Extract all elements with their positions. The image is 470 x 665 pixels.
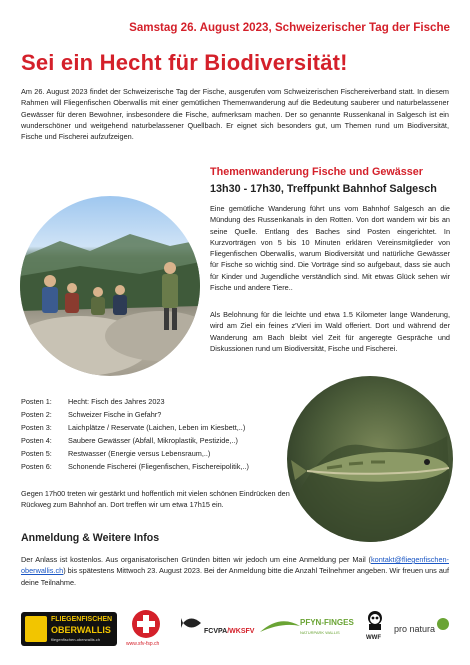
- contact-email-link[interactable]: kontakt@fliegenfischen-oberwallis.ch: [21, 555, 449, 576]
- pro-natura-mark-icon: [437, 618, 449, 630]
- posten-label: Posten 5:: [21, 449, 52, 459]
- posten-text: Hecht: Fisch des Jahres 2023: [68, 397, 165, 406]
- logo-text: /WKSFV: [227, 628, 255, 635]
- posten-text: Schonende Fischerei (Fliegenfischen, Fischereipolitik,..): [68, 462, 249, 472]
- posten-list: [21, 395, 249, 474]
- pro-natura-logo: pro natura: [394, 624, 436, 634]
- fly-icon: [25, 616, 47, 642]
- fish-icon: [181, 614, 203, 632]
- posten-label: Posten 1:: [21, 397, 52, 406]
- section-heading: Themenwanderung Fische und Gewässer: [210, 166, 423, 178]
- registration-text-before: Der Anlass ist kostenlos. Aus organisatorischen Gründen bitten wir jedoch um eine Anmeldung per Mail (: [21, 555, 371, 564]
- list-item: [21, 421, 249, 434]
- posten-label: Posten 2:: [21, 410, 52, 420]
- wwf-logo: WWF: [366, 635, 381, 641]
- posten-label: Posten 4:: [21, 436, 52, 446]
- panda-icon: [366, 610, 384, 630]
- posten-label: Posten 6:: [21, 462, 52, 472]
- logo-text: fliegenfischen-oberwallis.ch: [51, 637, 100, 642]
- sfv-logo: [132, 610, 160, 638]
- section-subheading: 13h30 - 17h30, Treffpunkt Bahnhof Salgesch: [210, 183, 437, 195]
- pfyn-subtitle: NATURPARK WALLIS: [300, 630, 340, 635]
- fcvpa-logo: [204, 628, 254, 635]
- fliegenfischen-oberwallis-logo: [21, 612, 117, 646]
- list-item: [21, 395, 249, 408]
- registration-paragraph: [21, 554, 449, 588]
- logo-text: OBERWALLIS: [51, 625, 111, 635]
- sfv-url: www.sfv-fsp.ch: [126, 641, 160, 647]
- registration-heading: Anmeldung & Weitere Infos: [21, 532, 160, 544]
- intro-paragraph: Am 26. August 2023 findet der Schweizerische Tag der Fische, ausgerufen vom Schweizerischen Fischereiverband statt. In diesem Rahmen will Fliegenfischen Oberwallis mit einer gemütlichen Themenwanderung auf die Bedeutung sauberer und naturbelassener Gewässer für deren Bewohner, insbesondere die Fische, aufmerksam machen. Der so genannte Russenkanal in Salgesch ist ein wunderschöner und weitgehend naturbelassener Quellbach. Er eignet sich besonders gut, um Themen rund um Biodiversität, Fische und Fischerei aufzufzeigen.: [21, 87, 449, 142]
- posten-text: Laichplätze / Reservate (Laichen, Leben im Kiesbett,..): [68, 423, 246, 433]
- closing-paragraph: Gegen 17h00 treten wir gestärkt und hoffentlich mit vielen schönen Eindrücken den Rückweg zum Bahnhof an. Dort treffen wir um etwa 17h15 ein.: [21, 489, 290, 510]
- logo-text: FLIEGENFISCHEN: [51, 616, 113, 623]
- list-item: [21, 447, 249, 460]
- pfyn-finges-logo: PFYN-FINGES: [300, 618, 354, 627]
- logo-text: FCVPA: [204, 628, 228, 635]
- hike-description: Eine gemütliche Wanderung führt uns vom Bahnhof Salgesch an die Mündung des Russenkanals in den Rotten. Von dort wandern wir bis an seine Quelle. Entlang des Baches sind Posten eingerichtet. In Kurzvorträgen von 5 bis 10 Minuten erklären Vereinsmitglieder von Fliegenfischen Oberwallis, warum Biodiversität und natürliche Gewässer für Fische so wichtig sind. Die Vorträge sind so aufgebaut, dass sie auch für Kinder und Jugendliche verständlich sind. Mit etwas Glück sehen wir Fische und andere Tiere..: [210, 204, 450, 293]
- posten-text: Restwasser (Energie versus Lebensraum,..): [68, 449, 211, 459]
- pike-photo: [287, 376, 453, 542]
- group-outdoor-photo: [20, 196, 200, 376]
- partner-logos: [0, 606, 470, 656]
- registration-text-after: ) bis spätestens Mittwoch 23. August 2023. Bei der Anmeldung bitte die Anzahl Teilnehmer angeben. Wir freuen uns auf deine Teilnahme.: [21, 566, 449, 587]
- posten-label: Posten 3:: [21, 423, 52, 433]
- date-line: Samstag 26. August 2023, Schweizerischer Tag der Fische: [129, 21, 450, 34]
- list-item: [21, 460, 249, 473]
- list-item: [21, 408, 249, 421]
- posten-text: Saubere Gewässer (Abfall, Mikroplastik, Pestizide,..): [68, 436, 238, 446]
- posten-text: Schweizer Fische in Gefahr?: [68, 410, 162, 420]
- page-title: Sei ein Hecht für Biodiversität!: [21, 50, 348, 75]
- list-item: [21, 434, 249, 447]
- pfyn-swoosh-icon: [260, 618, 300, 634]
- reward-description: Als Belohnung für die leichte und etwa 1.5 Kilometer lange Wanderung, wird am Ziel ein feines z'Vieri im Wald offeriert. Dort und während der Wanderung am Bach bleibt viel Zeit für angeregte Gespräche und Diskussionen rund um Biodiversität, Fische und Fischerei.: [210, 310, 450, 353]
